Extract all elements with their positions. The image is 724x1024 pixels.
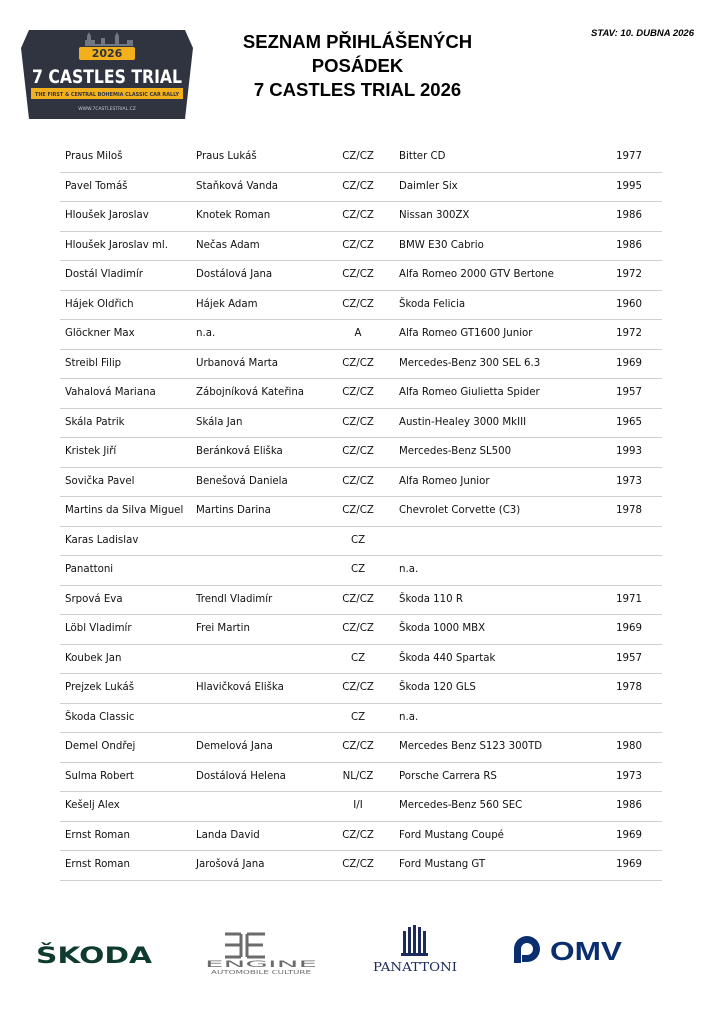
entry-row [60, 261, 662, 291]
entry-nationality: CZ/CZ [342, 623, 374, 634]
entry-car: Daimler Six [399, 180, 458, 192]
entry-driver: Glöckner Max [65, 328, 135, 339]
entry-codriver: Staňková Vanda [196, 180, 279, 192]
entry-driver: Ernst Roman [65, 859, 130, 870]
entry-codriver: Benešová Daniela [196, 475, 288, 487]
entry-driver: Srpová Eva [65, 593, 123, 605]
entry-nationality: CZ [350, 652, 366, 664]
entry-nationality: CZ/CZ [342, 475, 374, 487]
entry-codriver: Dostálová Helena [196, 770, 286, 782]
entry-nationality: CZ/CZ [342, 741, 374, 752]
entry-car: Mercedes-Benz 300 SEL 6.3 [399, 357, 541, 369]
entry-driver: Sovička Pavel [65, 475, 135, 487]
entry-car: Mercedes-Benz 560 SEC [399, 800, 523, 811]
7-castles-trial-logo [19, 26, 195, 123]
title-line-2: POSÁDEK [311, 55, 404, 76]
entry-row [60, 822, 662, 852]
page-title [210, 30, 505, 102]
entry-nationality: CZ/CZ [342, 180, 374, 192]
entry-row [60, 173, 662, 203]
entry-driver: Löbl Vladimír [65, 623, 132, 634]
entry-car: Škoda 1000 MBX [399, 623, 486, 634]
entry-codriver: Skála Jan [196, 416, 243, 428]
entry-driver: Hájek Oldřich [65, 298, 134, 310]
logo-url: WWW.7CASTLESTRIAL.CZ [78, 107, 136, 112]
panattoni-logo-text: PANATTONI [373, 960, 458, 974]
entry-nationality: CZ/CZ [342, 829, 374, 841]
entry-year: 1986 [616, 800, 642, 811]
entry-row [60, 763, 662, 793]
entry-driver: Dostál Vladimír [65, 269, 143, 280]
entry-car: Škoda 110 R [399, 593, 463, 605]
entry-codriver: Dostálová Jana [196, 269, 273, 280]
entry-driver: Panattoni [65, 564, 114, 575]
entry-nationality: CZ/CZ [342, 387, 374, 398]
entry-row [60, 350, 662, 380]
entry-year: 1993 [616, 446, 642, 457]
entry-driver: Škoda Classic [65, 711, 135, 723]
entry-year: 1957 [616, 387, 642, 398]
entry-nationality: CZ [350, 534, 366, 546]
omv-logo-text: OMV [550, 936, 623, 966]
entry-car: Alfa Romeo Giulietta Spider [399, 387, 540, 398]
entry-row [60, 586, 662, 616]
entry-car: Ford Mustang GT [399, 859, 486, 870]
engine-logo [203, 931, 319, 975]
entry-car: Bitter CD [399, 151, 446, 162]
entry-codriver: Jarošová Jana [196, 859, 265, 870]
entry-car: n.a. [399, 564, 419, 575]
entry-year: 1965 [616, 416, 642, 428]
entry-nationality: CZ/CZ [342, 269, 374, 280]
entry-year: 1973 [616, 475, 642, 487]
entry-nationality: CZ/CZ [342, 416, 374, 428]
entry-car: Mercedes Benz S123 300TD [399, 741, 543, 752]
entry-driver: Pavel Tomáš [65, 180, 128, 192]
entry-codriver: Beránková Eliška [196, 446, 283, 457]
entry-driver: Martins da Silva Miguel [65, 505, 184, 516]
logo-name: 7 CASTLES TRIAL [32, 66, 182, 88]
entry-car: BMW E30 Cabrio [399, 239, 484, 251]
engine-logo-tagline: AUTOMOBILE CULTURE [211, 970, 311, 976]
entry-nationality: NL/CZ [342, 770, 374, 782]
sponsor-logos [0, 925, 724, 985]
entry-nationality: CZ/CZ [342, 446, 374, 457]
entry-driver: Skála Patrik [65, 416, 125, 428]
entry-year: 1969 [616, 829, 642, 841]
entry-codriver: Zábojníková Kateřina [196, 387, 305, 398]
entry-row [60, 733, 662, 763]
entry-row [60, 379, 662, 409]
entry-row [60, 468, 662, 498]
entry-car: Mercedes-Benz SL500 [399, 446, 512, 457]
entry-nationality: CZ/CZ [342, 505, 374, 516]
entry-car: Alfa Romeo 2000 GTV Bertone [399, 269, 554, 280]
entry-nationality: CZ/CZ [342, 859, 374, 870]
entry-row [60, 320, 662, 350]
entry-nationality: CZ/CZ [342, 593, 374, 605]
entry-car: Austin-Healey 3000 MkIII [399, 416, 527, 428]
entry-driver: Koubek Jan [65, 652, 122, 664]
panattoni-logo [370, 925, 460, 975]
entry-driver: Kristek Jiří [65, 446, 117, 457]
entry-row [60, 497, 662, 527]
entry-row [60, 438, 662, 468]
entry-car: Chevrolet Corvette (C3) [399, 505, 521, 516]
entry-row [60, 143, 662, 173]
entry-year: 1986 [616, 210, 642, 221]
engine-logo-text: ENGINE [205, 960, 319, 970]
entry-driver: Ernst Roman [65, 829, 130, 841]
entry-nationality: I/I [353, 800, 363, 811]
entry-driver: Hloušek Jaroslav [65, 210, 149, 221]
entry-nationality: CZ/CZ [342, 151, 374, 162]
entry-row [60, 556, 662, 586]
entry-year: 1972 [616, 328, 642, 339]
entry-codriver: Urbanová Marta [196, 357, 279, 369]
entry-row [60, 409, 662, 439]
entry-car: Porsche Carrera RS [399, 770, 497, 782]
entry-year: 1977 [616, 151, 642, 162]
entry-codriver: Praus Lukáš [196, 151, 257, 162]
entry-codriver: Hájek Adam [196, 298, 258, 310]
entry-row [60, 792, 662, 822]
entry-row [60, 851, 662, 881]
entry-year: 1957 [616, 652, 642, 664]
omv-symbol-icon [514, 936, 540, 963]
entry-row [60, 291, 662, 321]
entry-year: 1969 [616, 357, 642, 369]
entry-car: Škoda 440 Spartak [399, 652, 496, 664]
entry-driver: Sulma Robert [65, 770, 134, 782]
entry-codriver: Demelová Jana [196, 741, 273, 752]
entry-driver: Kešelj Alex [65, 800, 120, 811]
entry-year: 1978 [616, 682, 642, 693]
entry-car: Škoda 120 GLS [399, 682, 476, 693]
entry-year: 1980 [616, 741, 642, 752]
entry-row [60, 704, 662, 734]
entry-row [60, 202, 662, 232]
entry-row [60, 645, 662, 675]
entry-year: 1995 [616, 180, 642, 192]
entry-car: Alfa Romeo Junior [399, 475, 490, 487]
entry-row [60, 527, 662, 557]
entry-year: 1978 [616, 505, 642, 516]
entry-nationality: CZ/CZ [342, 682, 374, 693]
skoda-logo [36, 939, 154, 969]
skoda-logo-text: ŠKODA [36, 944, 122, 969]
entry-nationality: CZ/CZ [342, 239, 374, 251]
status-date: STAV: 10. DUBNA 2026 [591, 28, 694, 39]
omv-logo [510, 933, 624, 967]
entry-driver: Karas Ladislav [65, 534, 139, 546]
entry-nationality: CZ [350, 564, 366, 575]
title-line-3: 7 CASTLES TRIAL 2026 [253, 79, 462, 100]
entry-car: Ford Mustang Coupé [399, 829, 504, 841]
entry-nationality: A [354, 328, 362, 339]
entry-nationality: CZ [350, 711, 366, 723]
entry-year: 1969 [616, 859, 642, 870]
entry-codriver: Frei Martin [196, 623, 250, 634]
entry-codriver: Nečas Adam [196, 239, 260, 251]
entry-nationality: CZ/CZ [342, 298, 374, 310]
entry-driver: Prejzek Lukáš [65, 682, 135, 693]
entry-row [60, 232, 662, 262]
entry-car: Škoda Felicia [399, 298, 466, 310]
entry-car: Nissan 300ZX [399, 210, 470, 221]
title-line-1: SEZNAM PŘIHLÁŠENÝCH [242, 31, 473, 52]
entry-year: 1973 [616, 770, 642, 782]
entry-year: 1986 [616, 239, 642, 251]
entry-row [60, 674, 662, 704]
entry-codriver: Trendl Vladimír [196, 593, 273, 605]
entry-driver: Vahalová Mariana [65, 387, 156, 398]
entry-driver: Praus Miloš [65, 151, 123, 162]
entry-codriver: n.a. [196, 328, 216, 339]
entry-year: 1960 [616, 298, 642, 310]
entry-car: Alfa Romeo GT1600 Junior [399, 328, 533, 339]
entry-year: 1971 [616, 593, 642, 605]
entry-nationality: CZ/CZ [342, 210, 374, 221]
logo-tagline: THE FIRST & CENTRAL BOHEMIA CLASSIC CAR RALLY [35, 92, 180, 98]
entry-driver: Streibl Filip [65, 357, 122, 369]
entry-codriver: Knotek Roman [196, 210, 271, 221]
entry-list [60, 143, 662, 881]
entry-codriver: Hlavičková Eliška [196, 682, 284, 693]
entry-driver: Demel Ondřej [65, 741, 136, 752]
entry-codriver: Landa David [196, 829, 260, 841]
entry-car: n.a. [399, 711, 419, 723]
entry-codriver: Martins Darina [196, 505, 271, 516]
logo-year: 2026 [91, 47, 123, 60]
entry-year: 1969 [616, 623, 642, 634]
entry-year: 1972 [616, 269, 642, 280]
entry-nationality: CZ/CZ [342, 357, 374, 369]
entry-driver: Hloušek Jaroslav ml. [65, 239, 168, 251]
entry-row [60, 615, 662, 645]
